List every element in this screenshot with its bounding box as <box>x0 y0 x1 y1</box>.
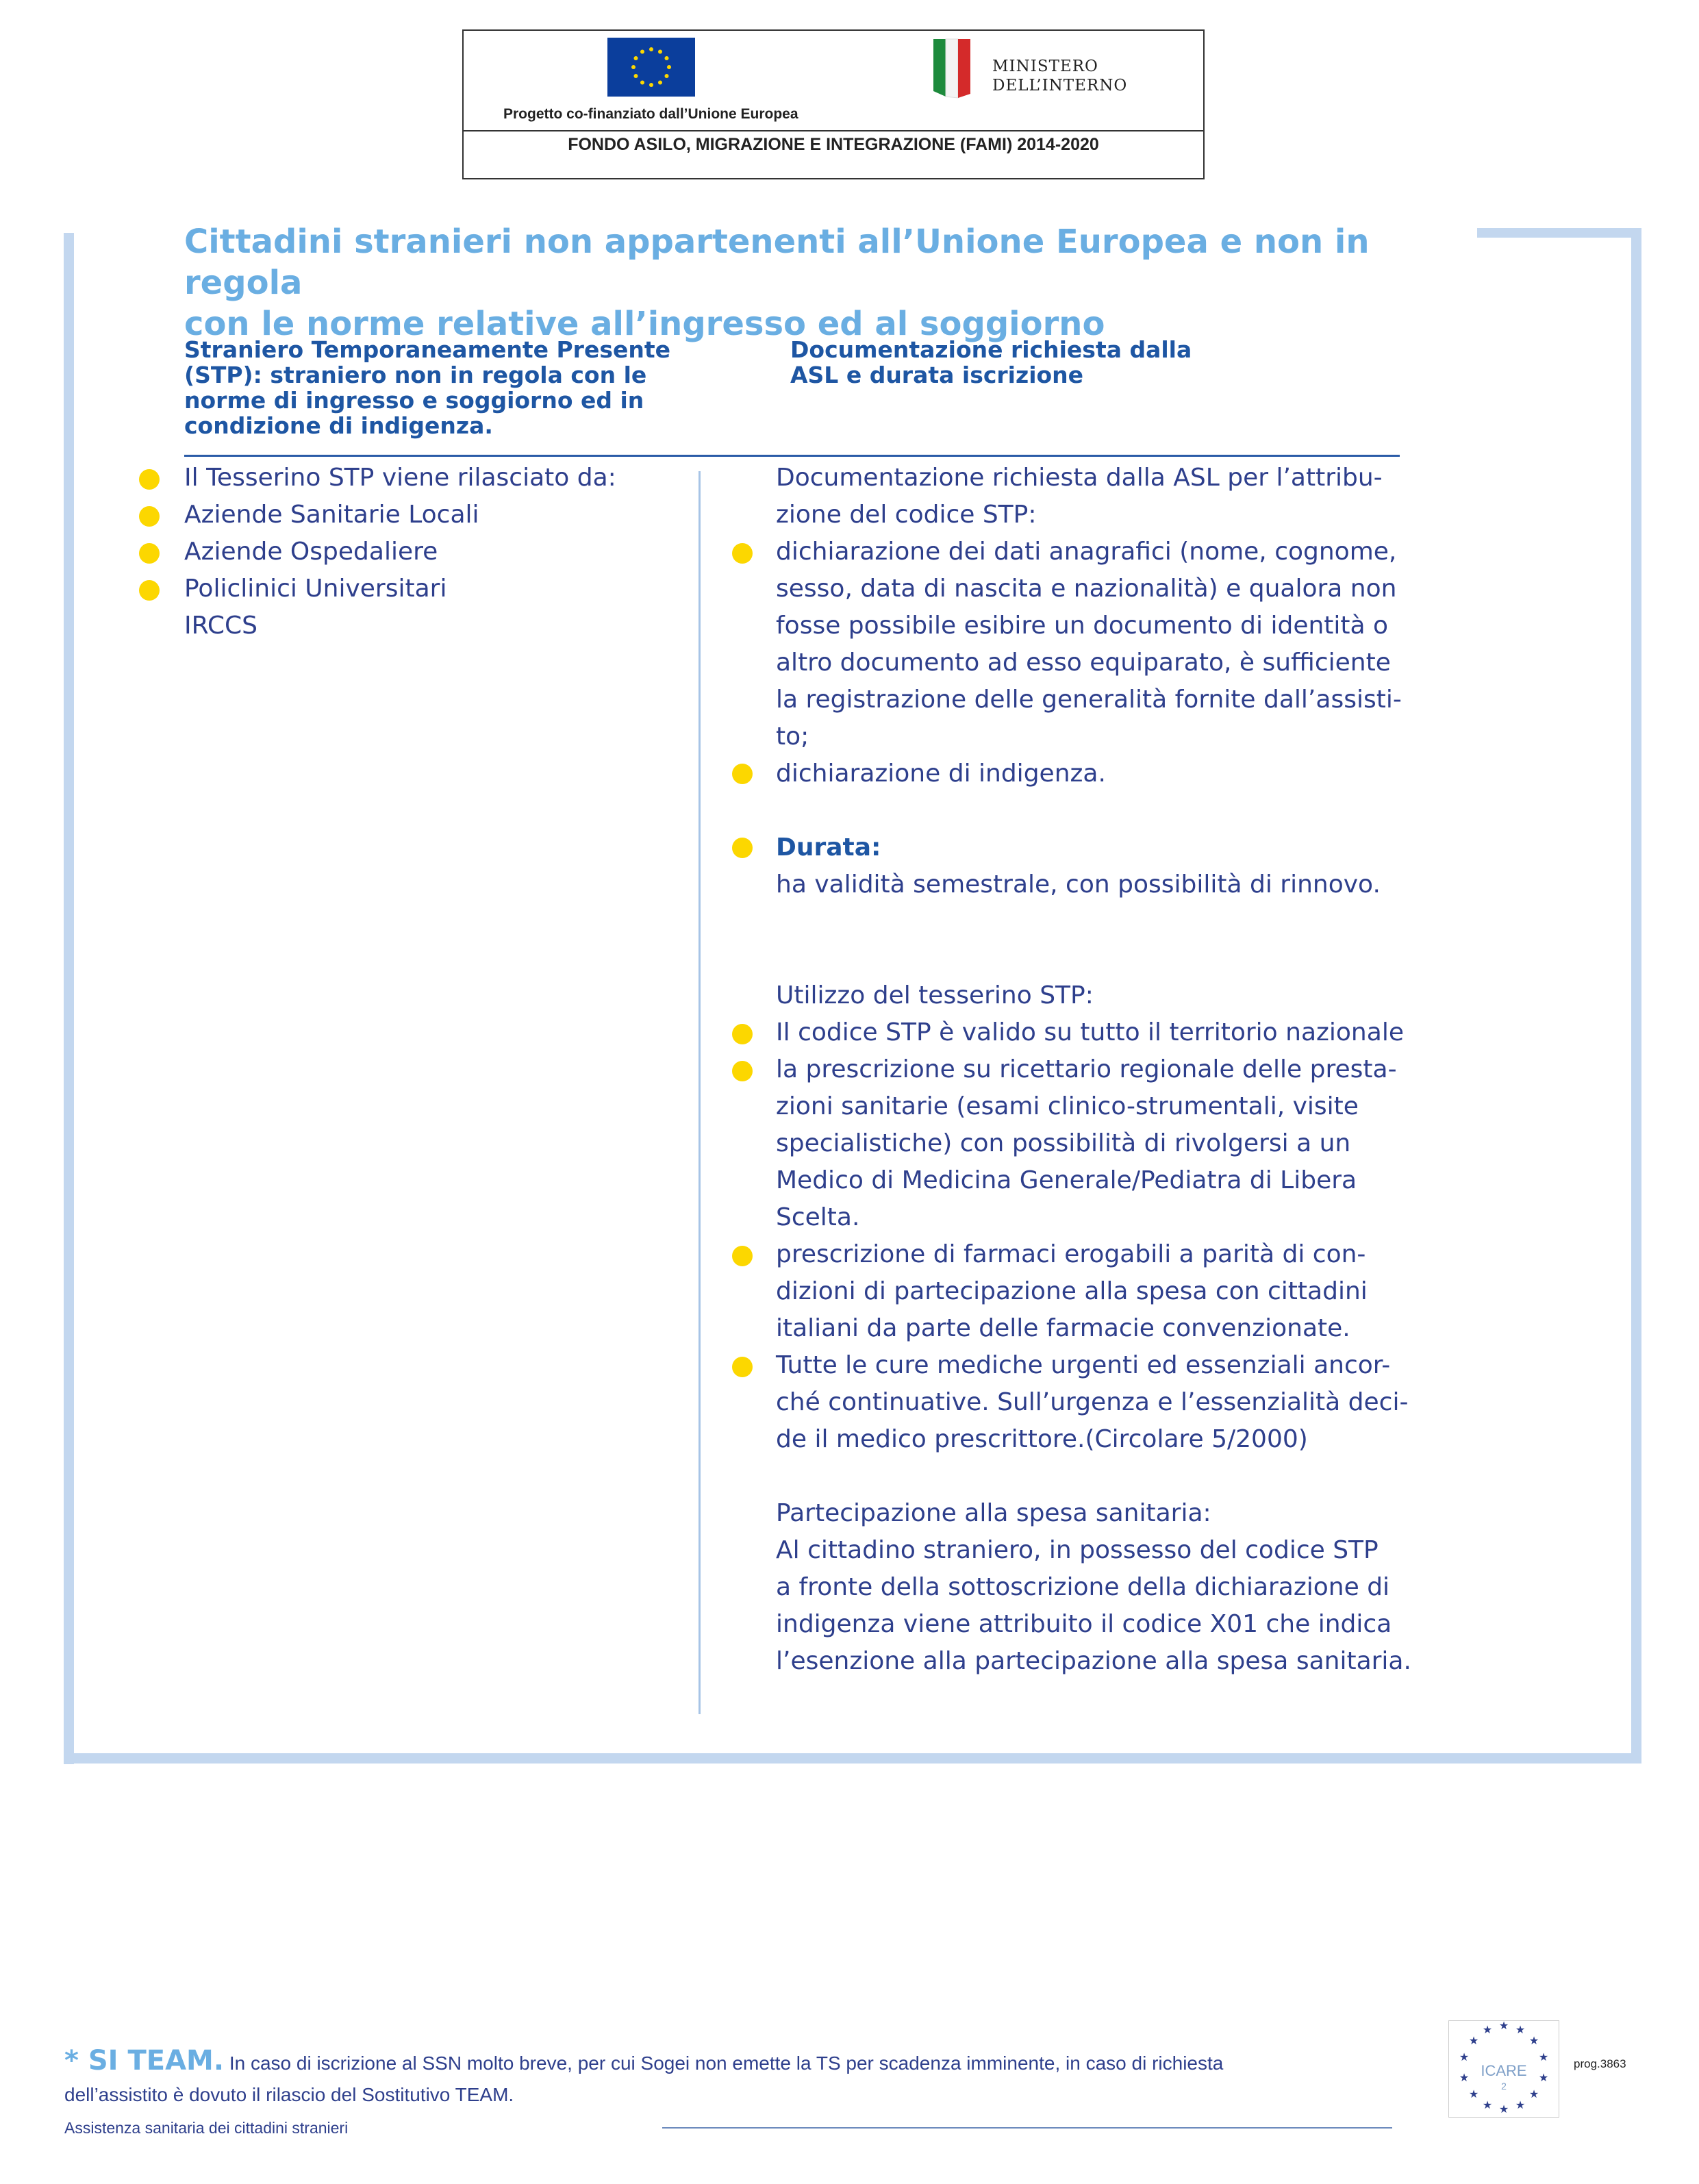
svg-text:★: ★ <box>1468 2087 1479 2100</box>
col2-line: Documentazione richiesta dalla ASL per l’attribu- <box>776 464 1383 492</box>
yellow-bullet-icon <box>139 469 160 490</box>
col1-line: Policlinici Universitari <box>184 575 447 603</box>
col2-line: to; <box>776 723 809 751</box>
cofinanced-label: Progetto co-finanziato dall’Unione Europea <box>503 106 798 122</box>
col1-line: IRCCS <box>184 612 257 640</box>
heading-line: Straniero Temporaneamente Presente <box>184 336 670 363</box>
col2-line: de il medico prescrittore.(Circolare 5/2000) <box>776 1425 1308 1453</box>
col2-line: la registrazione delle generalità fornite dall’assisti- <box>776 686 1402 714</box>
frame-bottom-border <box>64 1753 1641 1763</box>
col1-line: Aziende Sanitarie Locali <box>184 501 479 529</box>
program-code: prog.3863 <box>1574 2057 1626 2070</box>
yellow-bullet-icon <box>732 838 753 858</box>
svg-text:★: ★ <box>1482 2023 1493 2036</box>
col2-line: dichiarazione dei dati anagrafici (nome, cognome, <box>776 538 1397 566</box>
footer-rule <box>662 2127 1392 2129</box>
title-line: con le norme relative all’ingresso ed al soggiorno <box>184 305 1105 343</box>
col2-line: Il codice STP è valido su tutto il territorio nazionale <box>776 1018 1404 1046</box>
yellow-bullet-icon <box>139 506 160 527</box>
yellow-bullet-icon <box>732 1024 753 1044</box>
col2-line: altro documento ad esso equiparato, è sufficiente <box>776 649 1391 677</box>
ministry-name <box>992 57 1127 95</box>
col2-line: specialistiche) con possibilità di rivolgersi a un <box>776 1129 1351 1157</box>
col2-line: sesso, data di nascita e nazionalità) e qualora non <box>776 575 1397 603</box>
col2-line: zione del codice STP: <box>776 501 1037 529</box>
col2-line: zioni sanitarie (esami clinico-strumentali, visite <box>776 1092 1359 1120</box>
svg-text:★: ★ <box>1528 2034 1539 2047</box>
col2-line: la prescrizione su ricettario regionale delle presta- <box>776 1055 1397 1083</box>
svg-text:★: ★ <box>1459 2050 1470 2063</box>
title-line: Cittadini stranieri non appartenenti all’Unione Europea e non in regola <box>184 223 1370 302</box>
svg-text:★: ★ <box>1515 2023 1526 2036</box>
icare-logo-text: ICARE <box>1481 2062 1527 2079</box>
col2-line: a fronte della sottoscrizione della dichiarazione di <box>776 1573 1390 1601</box>
yellow-bullet-icon <box>139 543 160 564</box>
italian-republic-emblem-icon <box>927 36 981 99</box>
svg-text:★: ★ <box>1538 2050 1549 2063</box>
page-title <box>184 221 1417 344</box>
icare-logo-number: 2 <box>1501 2081 1507 2092</box>
svg-text:★: ★ <box>1538 2071 1549 2084</box>
cost-sharing-heading: Partecipazione alla spesa sanitaria: <box>776 1499 1211 1527</box>
col2-line: prescrizione di farmaci erogabili a parità di con- <box>776 1240 1366 1268</box>
col2-line: italiani da parte delle farmacie convenzionate. <box>776 1314 1350 1342</box>
header-rule <box>184 455 1400 457</box>
col1-line: Il Tesserino STP viene rilasciato da: <box>184 464 616 492</box>
svg-text:★: ★ <box>1498 2103 1509 2116</box>
yellow-bullet-icon <box>732 764 753 784</box>
col2-line: fosse possibile esibire un documento di identità o <box>776 612 1389 640</box>
fund-label: FONDO ASILO, MIGRAZIONE E INTEGRAZIONE (FAMI) 2014-2020 <box>568 135 1099 154</box>
footer-title: Assistenza sanitaria dei cittadini stranieri <box>64 2119 349 2137</box>
heading-line: ASL e durata iscrizione <box>790 362 1084 388</box>
heading-line: norme di ingresso e soggiorno ed in <box>184 387 644 414</box>
col2-line: l’esenzione alla partecipazione alla spesa sanitaria. <box>776 1647 1411 1675</box>
ministry-line2: DELL’INTERNO <box>992 77 1128 95</box>
frame-right-border <box>1631 228 1641 1763</box>
duration-label: Durata: <box>776 833 881 862</box>
svg-text:★: ★ <box>1459 2071 1470 2084</box>
col2-line: dichiarazione di indigenza. <box>776 760 1106 788</box>
yellow-bullet-icon <box>139 580 160 601</box>
yellow-bullet-icon <box>732 1246 753 1266</box>
svg-text:★: ★ <box>1528 2087 1539 2100</box>
col2-line: ché continuative. Sull’urgenza e l’essenzialità deci- <box>776 1388 1409 1416</box>
svg-text:★: ★ <box>1482 2098 1493 2111</box>
heading-line: Documentazione richiesta dalla <box>790 336 1192 363</box>
col2-line: indigenza viene attribuito il codice X01 che indica <box>776 1610 1392 1638</box>
col2-line: Medico di Medicina Generale/Pediatra di Libera <box>776 1166 1357 1194</box>
yellow-bullet-icon <box>732 1061 753 1081</box>
col2-line: Scelta. <box>776 1203 860 1231</box>
footnote-line: In caso di iscrizione al SSN molto breve, per cui Sogei non emette la TS per scadenza imminente, in caso di richiesta <box>229 2053 1224 2074</box>
footnote <box>64 2045 1434 2111</box>
yellow-bullet-icon <box>732 1357 753 1377</box>
footnote-title: * SI TEAM. <box>64 2045 225 2076</box>
column-divider <box>699 471 701 1714</box>
ministry-line1: MINISTERO <box>992 58 1098 75</box>
svg-text:★: ★ <box>1468 2034 1479 2047</box>
eu-flag-icon <box>607 38 695 97</box>
funding-header <box>462 29 1205 179</box>
frame-top-border <box>1477 228 1641 238</box>
svg-text:★: ★ <box>1498 2021 1509 2032</box>
stp-definition-heading <box>184 337 705 438</box>
yellow-bullet-icon <box>732 543 753 564</box>
heading-line: (STP): straniero non in regola con le <box>184 362 647 388</box>
col2-line: ha validità semestrale, con possibilità di rinnovo. <box>776 870 1381 899</box>
heading-line: condizione di indigenza. <box>184 412 493 439</box>
icare-logo <box>1448 2020 1559 2118</box>
col2-line: Tutte le cure mediche urgenti ed essenziali ancor- <box>776 1351 1391 1379</box>
col1-line: Aziende Ospedaliere <box>184 538 438 566</box>
footnote-line: dell’assistito è dovuto il rilascio del Sostitutivo TEAM. <box>64 2084 514 2105</box>
header-divider <box>464 130 1203 131</box>
col2-line: dizioni di partecipazione alla spesa con cittadini <box>776 1277 1368 1305</box>
col2-line: Al cittadino straniero, in possesso del codice STP <box>776 1536 1379 1564</box>
frame-left-border <box>64 233 74 1764</box>
documentation-heading <box>790 337 1311 388</box>
usage-heading: Utilizzo del tesserino STP: <box>776 981 1094 1009</box>
svg-text:★: ★ <box>1515 2098 1526 2111</box>
